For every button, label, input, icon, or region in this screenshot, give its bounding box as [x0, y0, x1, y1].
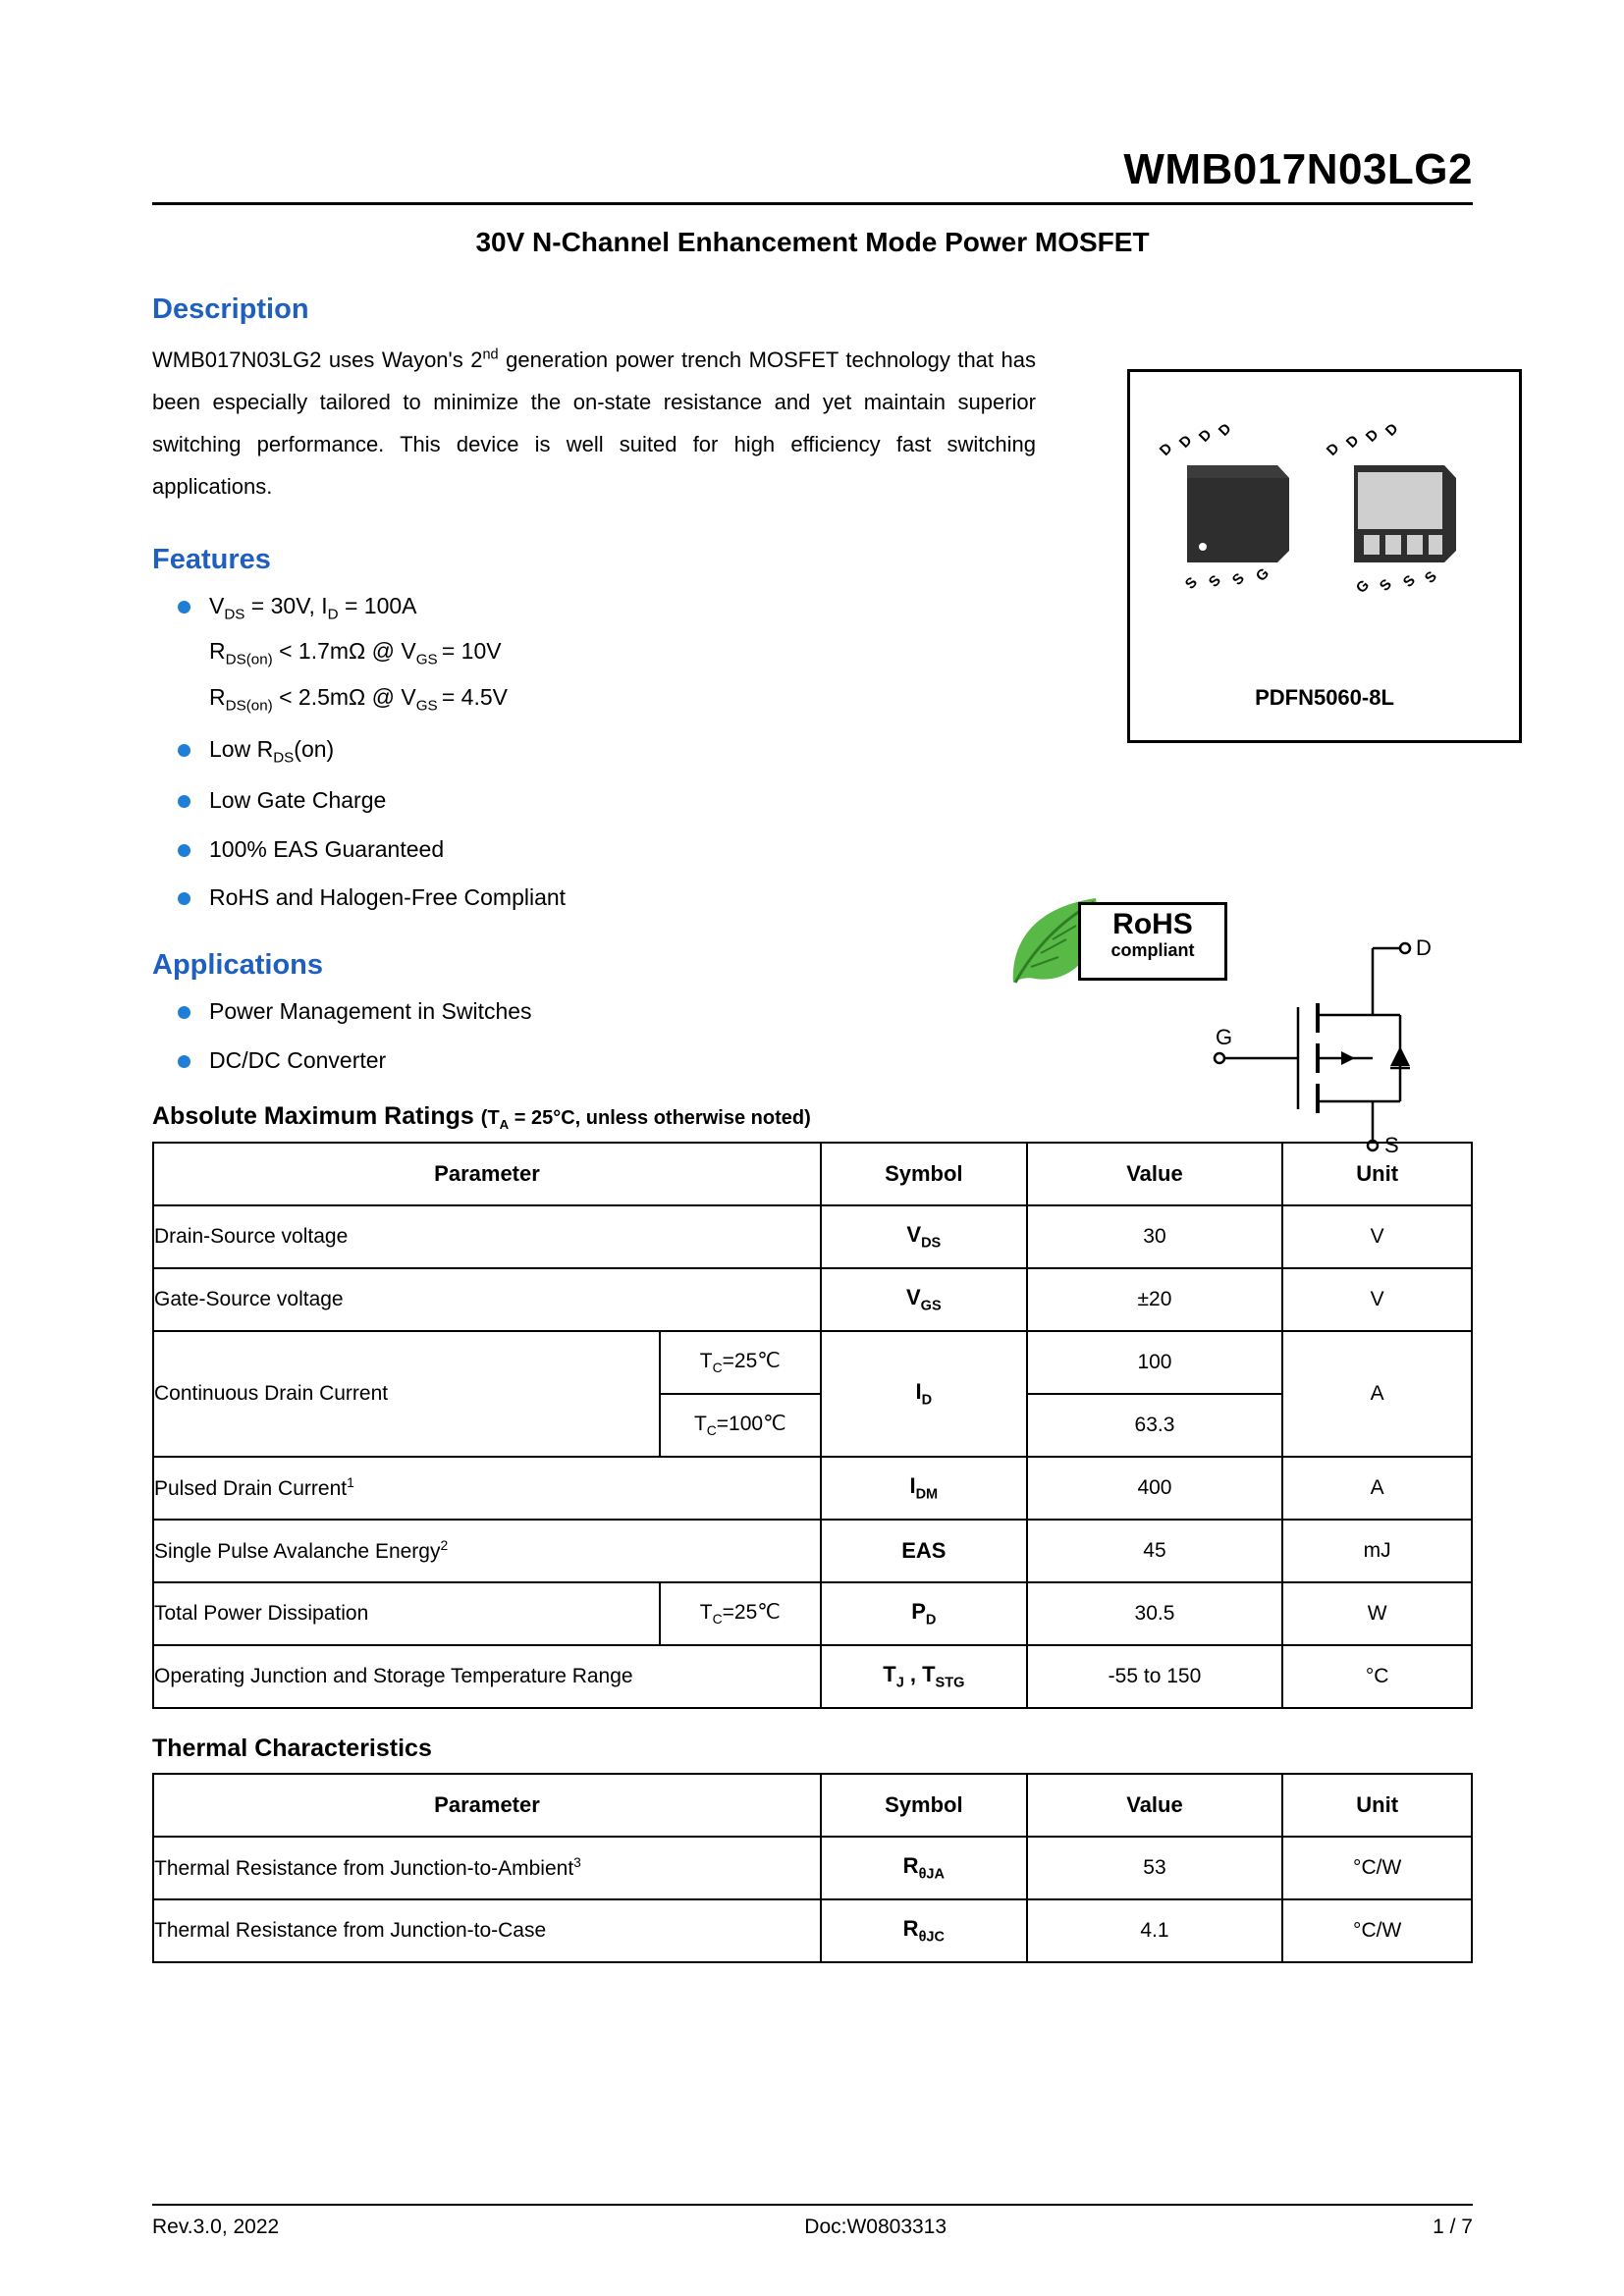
- table-row: [153, 1837, 1472, 1899]
- table-row: [153, 1268, 1472, 1331]
- cell-symbol: $I_{DM}$: [821, 1457, 1027, 1520]
- cell-value: -55 to 150: [1027, 1645, 1283, 1708]
- col-parameter: Parameter: [153, 1143, 821, 1205]
- cell-condition: $T_C=100℃$: [660, 1394, 821, 1457]
- col-value: Value: [1027, 1143, 1283, 1205]
- svg-text:D: D: [1381, 420, 1402, 440]
- cell-unit: V: [1282, 1268, 1472, 1331]
- svg-text:S: S: [1399, 571, 1419, 591]
- cell-value: 30.5: [1027, 1582, 1283, 1645]
- feature-item-low-gate-charge: Low Gate Charge: [152, 784, 1473, 817]
- svg-text:S: S: [1228, 569, 1248, 589]
- table-row: [153, 1582, 1472, 1645]
- cell-unit: °C: [1282, 1645, 1472, 1708]
- footer-revision: Rev.3.0, 2022: [152, 2216, 280, 2238]
- cell-value: 30: [1027, 1205, 1283, 1268]
- schematic-drain-label: D: [1416, 935, 1432, 960]
- cell-symbol: EAS: [821, 1520, 1027, 1582]
- svg-text:D: D: [1195, 426, 1216, 446]
- cell-unit: A: [1282, 1331, 1472, 1457]
- svg-text:D: D: [1342, 432, 1363, 452]
- svg-text:D: D: [1362, 426, 1382, 446]
- cell-value: 400: [1027, 1457, 1283, 1520]
- table-row: [153, 1457, 1472, 1520]
- cell-unit: mJ: [1282, 1520, 1472, 1582]
- table-row: [153, 1205, 1472, 1268]
- col-parameter: Parameter: [153, 1774, 821, 1837]
- thermal-table: [152, 1773, 1473, 1963]
- abs-max-heading-text: Absolute Maximum Ratings: [152, 1101, 474, 1130]
- title-divider: [152, 202, 1473, 205]
- applications-heading: Applications: [152, 949, 324, 982]
- package-illustration-box: [1127, 369, 1522, 743]
- rohs-main-text: RoHS: [1112, 908, 1193, 940]
- mosfet-schematic: [1208, 913, 1473, 1168]
- cell-parameter: Single Pulse Avalanche Energy$^2$: [153, 1520, 821, 1582]
- cell-value: 53: [1027, 1837, 1283, 1899]
- cell-unit: °C/W: [1282, 1837, 1472, 1899]
- cell-value: 63.3: [1027, 1394, 1283, 1457]
- cell-value: 100: [1027, 1331, 1283, 1394]
- cell-parameter: Operating Junction and Storage Temperature Range: [153, 1645, 821, 1708]
- rohs-sub-text: compliant: [1110, 939, 1195, 960]
- description-heading: Description: [152, 294, 309, 326]
- svg-text:S: S: [1421, 567, 1440, 587]
- footer-doc: Doc:W0803313: [804, 2216, 947, 2238]
- svg-text:S: S: [1376, 575, 1395, 595]
- col-value: Value: [1027, 1774, 1283, 1837]
- cell-unit: V: [1282, 1205, 1472, 1268]
- cell-parameter: Pulsed Drain Current$^1$: [153, 1457, 821, 1520]
- cell-symbol: $T_J$ , $T_{STG}$: [821, 1645, 1027, 1708]
- table-header-row: [153, 1774, 1472, 1837]
- schematic-gate-label: G: [1216, 1025, 1233, 1049]
- col-unit: Unit: [1282, 1143, 1472, 1205]
- description-text-part1: WMB017N03LG2 uses Wayon's 2: [152, 347, 483, 373]
- cell-parameter: Thermal Resistance from Junction-to-Case: [153, 1899, 821, 1962]
- application-item-dcdc: DC/DC Converter: [152, 1044, 1473, 1077]
- abs-max-condition: ($T_A = 25^\circ C$, unless otherwise noted): [480, 1106, 811, 1132]
- feature-item-low-rdson: Low $R_{DS}(on)$: [152, 733, 1473, 770]
- table-row: [153, 1645, 1472, 1708]
- rohs-text-box: [1078, 902, 1227, 981]
- description-text: [152, 340, 1036, 508]
- package-drawing: [1130, 401, 1519, 647]
- description-text-part2: generation power trench MOSFET technology that has been especially tailored to minimize the on-state resistance and yet maintain superior switching performance. This device is well suited for high efficiency fast switching applications.: [152, 347, 1036, 499]
- cell-parameter: Gate-Source voltage: [153, 1268, 821, 1331]
- page-subtitle: 30V N-Channel Enhancement Mode Power MOSFET: [475, 227, 1150, 258]
- cell-symbol: $R_{\theta JC}$: [821, 1899, 1027, 1962]
- cell-symbol: $I_D$: [821, 1331, 1027, 1457]
- svg-text:D: D: [1215, 420, 1235, 440]
- table-row: [153, 1331, 1472, 1394]
- package-caption: PDFN5060-8L: [1255, 685, 1394, 710]
- cell-condition: $T_C=25℃$: [660, 1582, 821, 1645]
- thermal-heading: Thermal Characteristics: [152, 1734, 432, 1762]
- cell-symbol: $V_{DS}$: [821, 1205, 1027, 1268]
- abs-max-table: [152, 1142, 1473, 1709]
- table-row: [153, 1899, 1472, 1962]
- page-footer: [152, 2204, 1473, 2239]
- cell-parameter: Continuous Drain Current: [153, 1331, 660, 1457]
- cell-value: 45: [1027, 1520, 1283, 1582]
- features-heading: Features: [152, 543, 271, 575]
- svg-text:S: S: [1181, 573, 1201, 593]
- feature-item-rdson-45v: $R_{DS(on)} < 2.5m\Omega$ @ $V_{GS} = 4.5V$: [209, 683, 508, 715]
- feature-item-rohs: RoHS and Halogen-Free Compliant: [152, 881, 1473, 914]
- table-row: [153, 1520, 1472, 1582]
- cell-unit: A: [1282, 1457, 1472, 1520]
- col-symbol: Symbol: [821, 1143, 1027, 1205]
- cell-parameter: Drain-Source voltage: [153, 1205, 821, 1268]
- svg-text:D: D: [1175, 432, 1196, 452]
- cell-unit: W: [1282, 1582, 1472, 1645]
- col-unit: Unit: [1282, 1774, 1472, 1837]
- svg-text:G: G: [1352, 576, 1374, 597]
- cell-value: ±20: [1027, 1268, 1283, 1331]
- cell-value: 4.1: [1027, 1899, 1283, 1962]
- feature-item-rdson-10v: $R_{DS(on)} < 1.7m\Omega$ @ $V_{GS} = 10V$: [209, 638, 502, 668]
- col-symbol: Symbol: [821, 1774, 1027, 1837]
- cell-symbol: $P_D$: [821, 1582, 1027, 1645]
- svg-text:S: S: [1205, 571, 1224, 591]
- feature-item-eas: 100% EAS Guaranteed: [152, 833, 1473, 866]
- svg-text:D: D: [1156, 440, 1176, 459]
- page-title: WMB017N03LG2: [1123, 145, 1473, 193]
- application-item-power-management: Power Management in Switches: [152, 995, 1473, 1028]
- cell-unit: °C/W: [1282, 1899, 1472, 1962]
- cell-symbol: $R_{\theta JA}$: [821, 1837, 1027, 1899]
- schematic-source-label: S: [1384, 1133, 1399, 1157]
- cell-parameter: Total Power Dissipation: [153, 1582, 660, 1645]
- cell-parameter: Thermal Resistance from Junction-to-Ambient$^3$: [153, 1837, 821, 1899]
- cell-condition: $T_C=25℃$: [660, 1331, 821, 1394]
- footer-page-number: 1 / 7: [1433, 2216, 1473, 2238]
- cell-symbol: $V_{GS}$: [821, 1268, 1027, 1331]
- svg-text:G: G: [1252, 564, 1273, 585]
- feature-item-voltage-current: $V_{DS} = 30V$, $I_D = 100A$: [152, 590, 1473, 626]
- svg-text:D: D: [1323, 440, 1343, 459]
- description-superscript: nd: [482, 347, 499, 363]
